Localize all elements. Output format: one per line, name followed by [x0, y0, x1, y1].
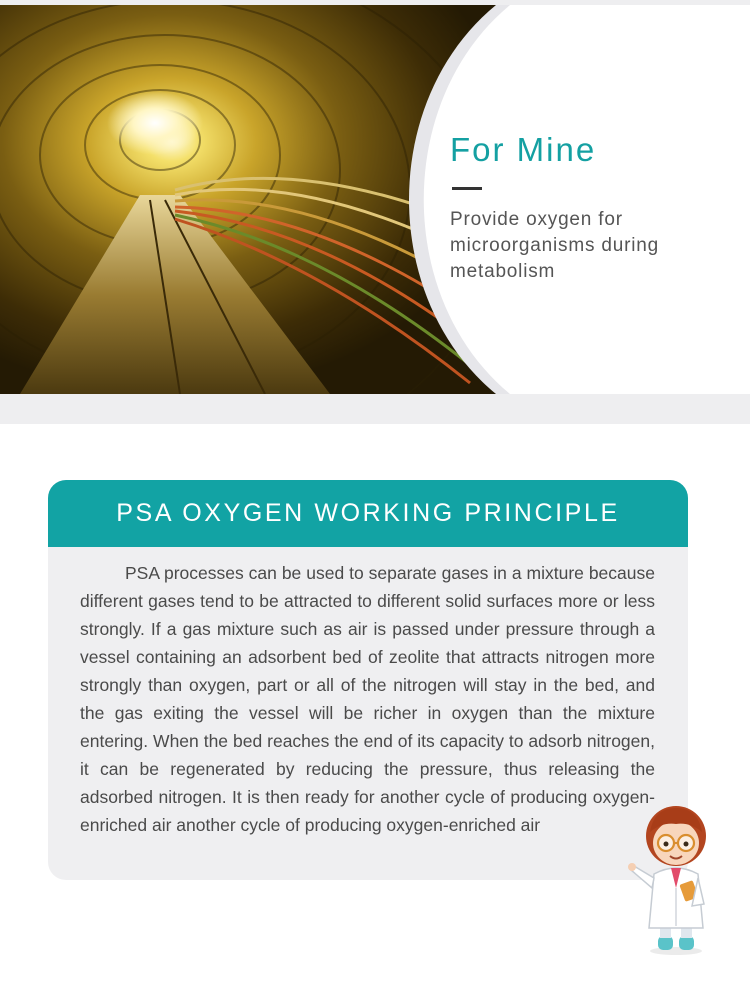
principle-title: PSA OXYGEN WORKING PRINCIPLE [116, 499, 620, 527]
hero-title: For Mine [450, 131, 597, 168]
principle-card [48, 480, 688, 880]
hero-section [0, 5, 750, 394]
scientist-mascot-icon [626, 796, 726, 956]
hero-description: Provide oxygen for microorganisms during metabolism [450, 209, 659, 282]
principle-body: PSA processes can be used to separate gases in a mixture because different gases tend to be attracted to different solid surfaces more or less strongly. If a gas mixture such as air is passed under pressure through a vessel containing an adsorbent bed of zeolite that attracts nitrogen more strongly than oxygen, part or all of the nitrogen will stay in the bed, and the gas exiting the vessel will be richer in oxygen than the mixture entering. When the bed reaches the end of its capacity to adsorb nitrogen, it can be regenerated by reducing the pressure, thus releasing the adsorbed nitrogen. It is then ready for another cycle of producing oxygen-enriched air another cycle of producing oxygen-enriched air [80, 563, 655, 835]
principle-header [48, 480, 688, 547]
mine-tunnel-image [0, 5, 750, 394]
title-divider [452, 187, 482, 190]
